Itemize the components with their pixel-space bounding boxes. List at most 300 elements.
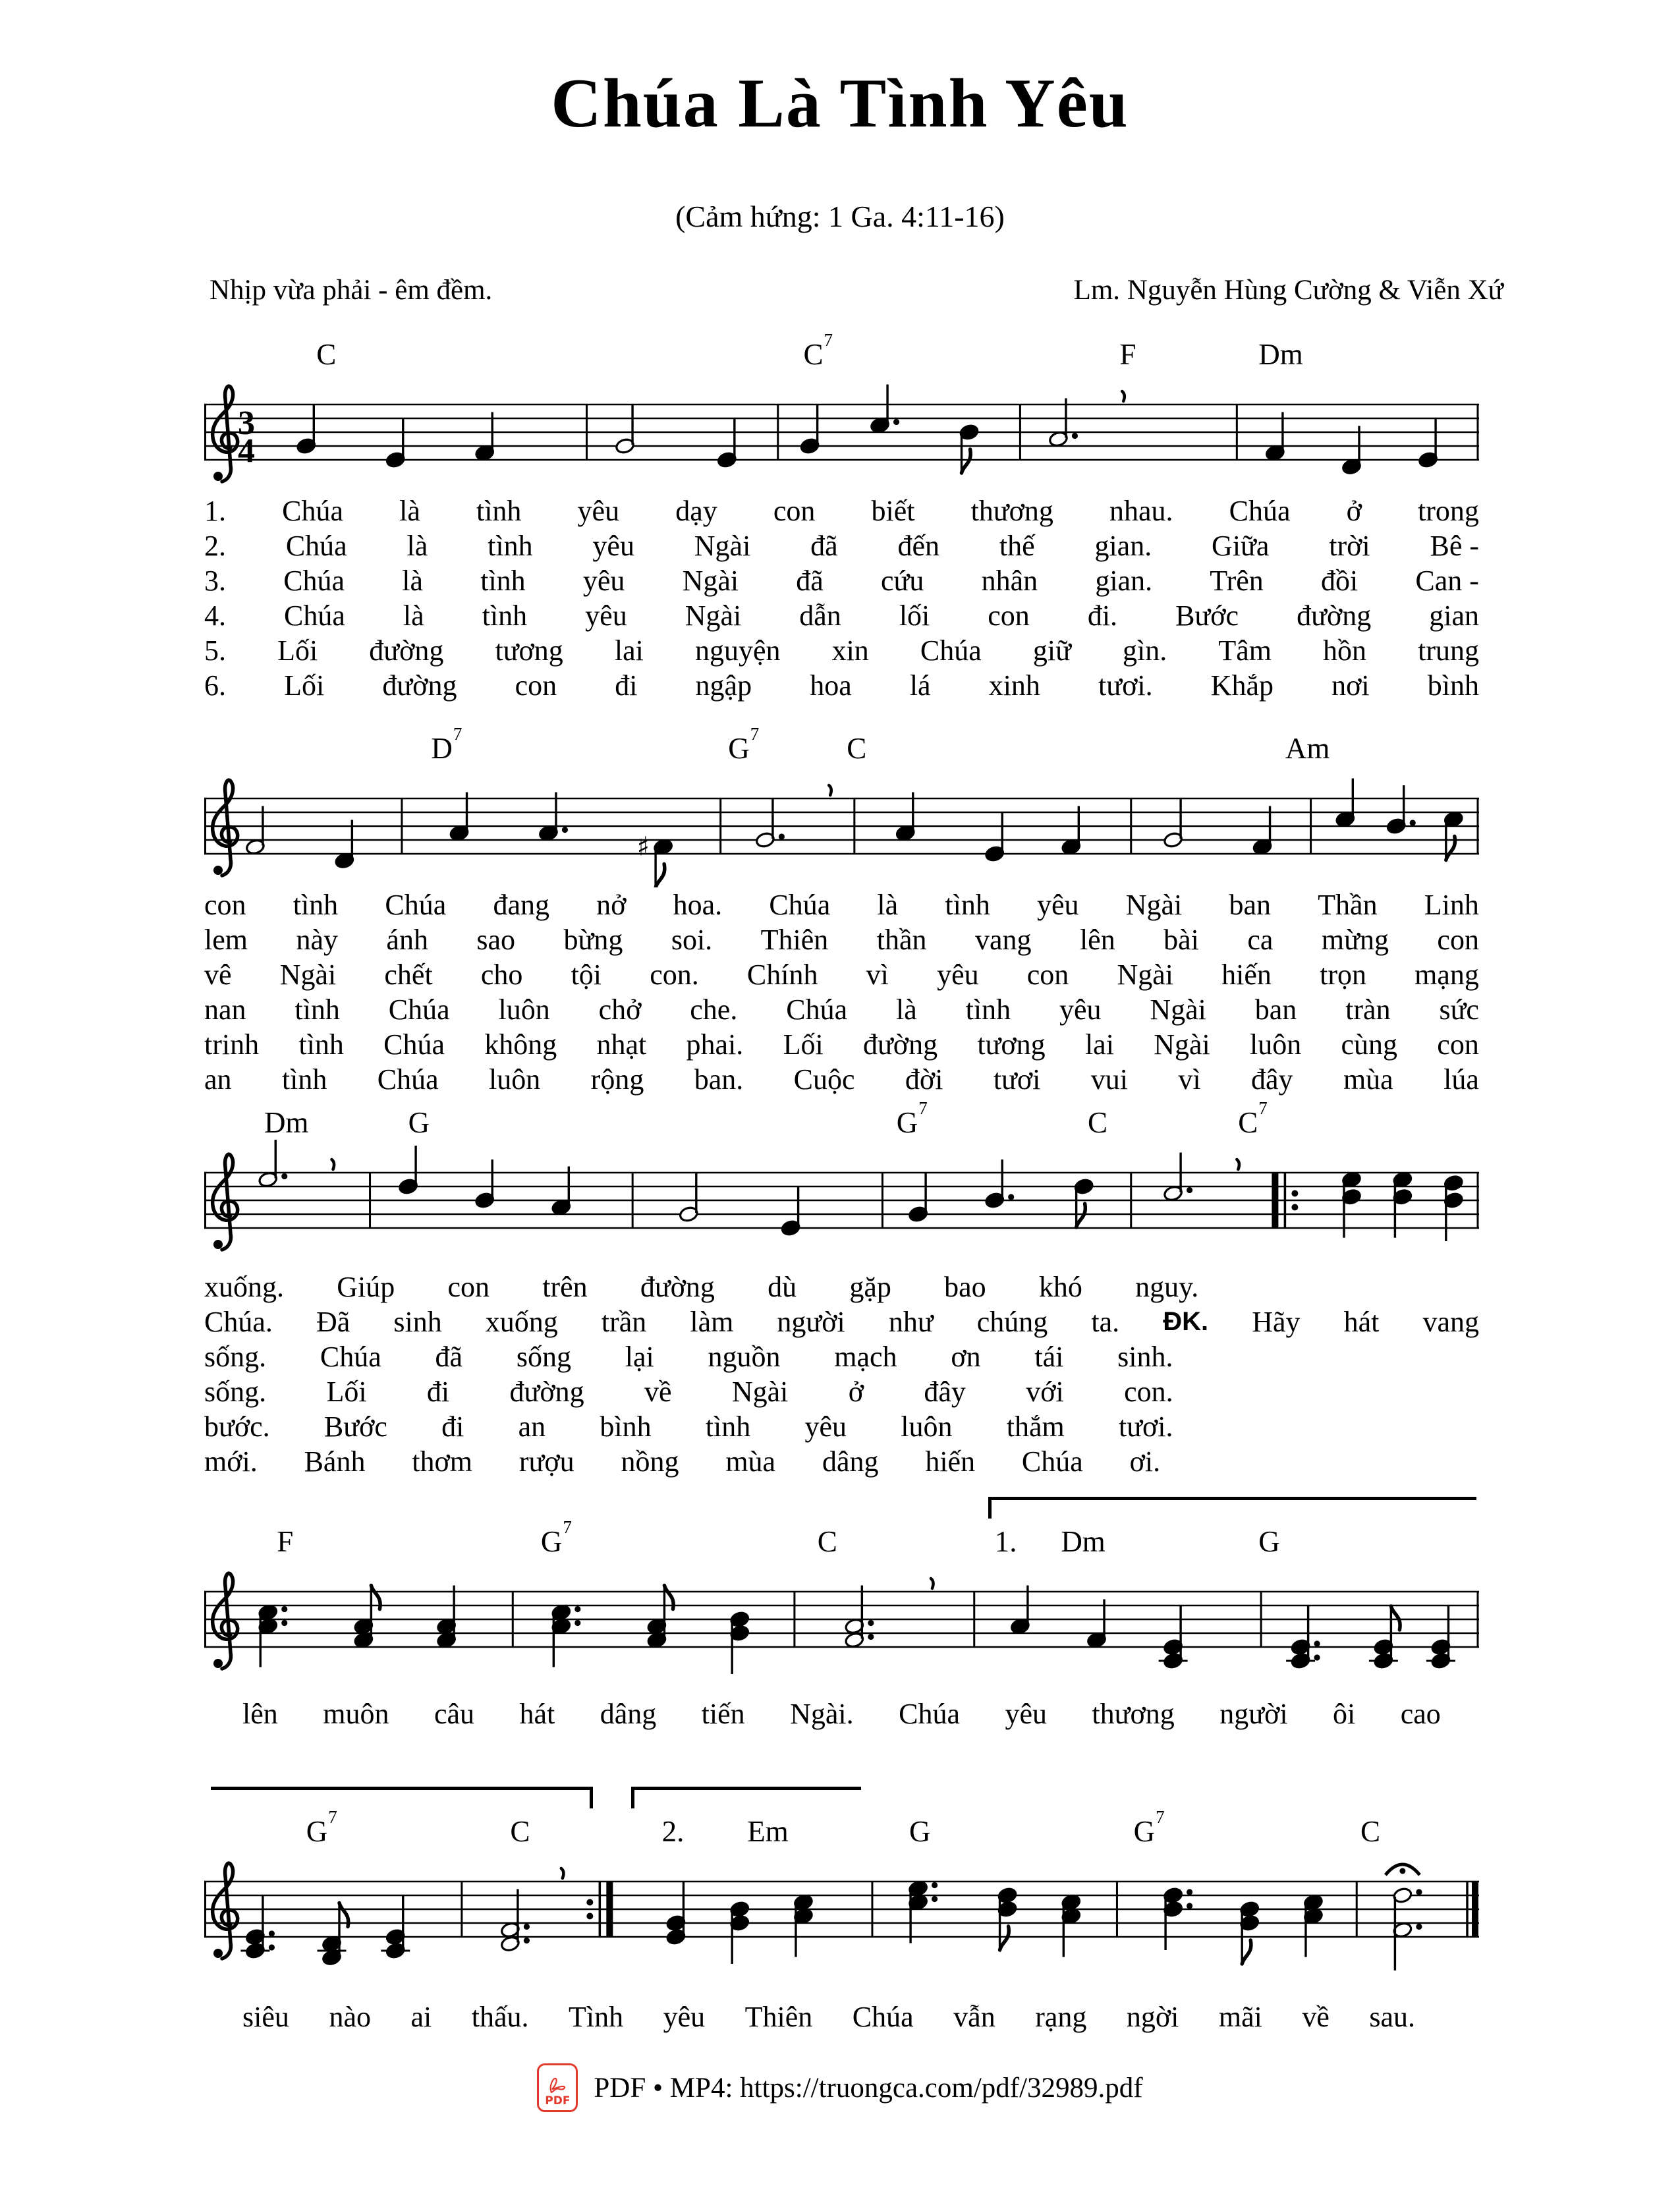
lyric-word: tình — [294, 993, 340, 1026]
lyric-word: sống. — [204, 1376, 267, 1408]
lyric-word: tình — [945, 889, 990, 921]
treble-clef-icon — [213, 1573, 238, 1669]
lyric-word: nồng — [621, 1445, 679, 1478]
lyric-word: sống. — [204, 1341, 267, 1373]
lyric-word: cùng — [1341, 1028, 1398, 1061]
lyric-word: đang — [493, 889, 549, 921]
lyric-word: tình — [293, 889, 339, 921]
lyric-word: đã — [435, 1341, 463, 1373]
lyric-word: Ngài. — [790, 1698, 854, 1730]
lyric-word: đường — [509, 1376, 584, 1408]
lyric-line — [204, 563, 1479, 598]
lyric-word: dẫn — [799, 600, 841, 632]
lyric-word: tình — [488, 530, 533, 562]
lyric-word: yêu — [804, 1410, 847, 1443]
lyric-word: Thiên — [744, 2001, 813, 2033]
chord-row — [204, 1098, 1479, 1140]
lyric-word: Linh — [1424, 889, 1479, 921]
lyric-word: Chúa — [283, 565, 345, 597]
lyric-word: con — [773, 495, 816, 527]
lyric-word: như — [888, 1306, 934, 1338]
lyric-word: tươi. — [1098, 669, 1153, 702]
lyric-word: đi — [615, 669, 638, 702]
lyric-word: Chúa — [383, 1028, 445, 1061]
lyric-word: về — [644, 1376, 672, 1408]
lyric-word: sống — [516, 1341, 571, 1373]
treble-clef-icon — [213, 1863, 238, 1959]
lyric-word: đến — [897, 530, 940, 562]
lyric-word: đây — [1251, 1063, 1293, 1096]
lyric-word: bình — [1427, 669, 1479, 702]
lyric-word: đường — [1297, 600, 1372, 632]
chord-row — [204, 723, 1479, 766]
lyric-word: 3. — [204, 565, 226, 597]
lyric-word: 1. — [204, 495, 226, 527]
chord-label: C — [316, 338, 337, 371]
chord-label: $G^7$ — [540, 1517, 572, 1558]
lyric-word: là — [406, 530, 428, 562]
lyric-word: phai. — [686, 1028, 744, 1061]
lyric-word: với — [1026, 1376, 1064, 1408]
chord-label: Dm — [264, 1106, 309, 1139]
lyric-word: sinh. — [1117, 1341, 1173, 1373]
lyric-word: xuống — [485, 1306, 558, 1338]
chord-label: Am — [1285, 732, 1330, 765]
lyric-word: trọn — [1320, 959, 1366, 991]
lyric-word: về — [1302, 2001, 1330, 2033]
lyric-word: đường — [640, 1271, 715, 1303]
lyrics-block — [204, 1696, 1479, 1731]
lyric-word: Hãy — [1252, 1306, 1301, 1338]
lyric-word: biết — [871, 495, 915, 527]
lyric-line — [204, 1409, 1173, 1444]
lyric-word: yêu — [1005, 1698, 1047, 1730]
lyric-word: đi — [426, 1376, 450, 1408]
footer — [0, 2063, 1680, 2112]
lyric-word: ánh — [386, 924, 428, 956]
volta-row — [204, 1787, 1479, 1812]
lyric-word: yêu — [592, 530, 634, 562]
lyric-word: lem — [204, 924, 248, 956]
lyric-line — [204, 493, 1479, 528]
lyric-line — [204, 1374, 1173, 1409]
lyric-word: tình — [965, 993, 1011, 1026]
lyric-word: yêu — [663, 2001, 706, 2033]
lyrics-block — [204, 493, 1479, 703]
chord-label: C — [847, 732, 867, 765]
lyric-word: lối — [899, 600, 930, 632]
lyric-line — [204, 1304, 1479, 1339]
lyric-word: trinh — [204, 1028, 260, 1061]
lyric-word: rượu — [518, 1445, 574, 1478]
lyric-word: nguồn — [708, 1341, 781, 1373]
lyric-word: con — [515, 669, 557, 702]
lyric-word: là — [399, 495, 420, 527]
lyric-word: ơi. — [1129, 1445, 1161, 1478]
lyric-word: Chúa — [769, 889, 831, 921]
lyric-word: khó — [1038, 1271, 1082, 1303]
lyric-word: ca — [1247, 924, 1274, 956]
lyric-word: Chúa — [282, 495, 343, 527]
lyric-word: xin — [831, 634, 869, 667]
lyric-word: xuống. — [204, 1271, 284, 1303]
system-5 — [204, 1787, 1479, 2034]
lyric-word: là — [877, 889, 899, 921]
lyric-word: hiến — [1221, 959, 1272, 991]
staff-system-2 — [204, 766, 1479, 887]
lyric-word: lai — [614, 634, 644, 667]
lyric-line — [204, 1339, 1173, 1374]
lyric-line — [204, 1027, 1479, 1062]
lyric-word: tình — [476, 495, 522, 527]
lyric-word: tình — [480, 565, 526, 597]
lyric-word: Thiên — [760, 924, 829, 956]
lyric-word: Cuộc — [793, 1063, 855, 1096]
lyric-word: ĐK. — [1163, 1307, 1209, 1336]
chord-label: F — [1119, 338, 1136, 371]
chord-row — [204, 329, 1479, 372]
lyric-word: che. — [690, 993, 738, 1026]
lyric-word: đường — [862, 1028, 938, 1061]
lyric-word: sức — [1439, 993, 1479, 1026]
lyric-word: ở — [848, 1376, 864, 1408]
lyric-word: Ngài — [279, 959, 337, 991]
lyric-word: gặp — [849, 1271, 891, 1303]
lyrics-block — [204, 1999, 1479, 2034]
lyric-word: ai — [410, 2001, 432, 2033]
lyric-word: ôi — [1333, 1698, 1356, 1730]
lyric-word: Chúa. — [204, 1306, 273, 1338]
lyric-word: trung — [1418, 634, 1479, 667]
lyric-word: nở — [596, 889, 627, 921]
lyric-word: mùa — [1343, 1063, 1393, 1096]
pdf-icon-label: PDF — [545, 2094, 571, 2107]
lyric-word: ta. — [1091, 1306, 1120, 1338]
lyric-word: trên — [542, 1271, 588, 1303]
lyric-word: 4. — [204, 600, 226, 632]
lyric-word: nhân — [981, 565, 1038, 597]
lyric-word: Lối — [277, 634, 318, 667]
lyric-word: Đã — [316, 1306, 350, 1338]
lyric-word: Ngài — [1117, 959, 1173, 991]
lyric-line — [204, 957, 1479, 992]
lyric-word: Chúa — [899, 1698, 960, 1730]
lyric-word: Giúp — [337, 1271, 395, 1303]
lyric-word: con — [204, 889, 246, 921]
volta-bracket — [988, 1497, 1476, 1519]
chord-label: Dm — [1258, 338, 1303, 371]
song-subtitle: (Cảm hứng: 1 Ga. 4:11-16) — [675, 200, 1005, 233]
lyric-word: soi. — [671, 924, 713, 956]
lyric-word: Chúa — [284, 600, 345, 632]
lyric-word: tươi. — [1118, 1410, 1173, 1443]
lyric-word: đồi — [1320, 565, 1358, 597]
lyric-word: vang — [974, 924, 1032, 956]
lyric-word: trần — [601, 1306, 647, 1338]
lyric-word: ban — [1229, 889, 1271, 921]
system-3 — [204, 1098, 1479, 1479]
treble-clef-icon — [213, 1154, 238, 1250]
lyric-word: đường — [369, 634, 444, 667]
lyric-word: dâng — [822, 1445, 879, 1478]
lyric-word: Ngài — [731, 1376, 789, 1408]
chord-label: C — [1087, 1106, 1107, 1139]
lyric-word: lá — [909, 669, 931, 702]
system-1 — [204, 329, 1479, 703]
lyric-word: yêu — [577, 495, 620, 527]
lyric-word: Chúa — [786, 993, 848, 1026]
lyric-word: xinh — [988, 669, 1040, 702]
lyric-word: Bánh — [304, 1445, 366, 1478]
lyric-word: Chúa — [1021, 1445, 1083, 1478]
lyric-word: trời — [1329, 530, 1370, 562]
lyric-word: Chúa — [320, 1341, 381, 1373]
lyric-word: chúng — [976, 1306, 1048, 1338]
lyric-word: yêu — [1037, 889, 1079, 921]
lyric-word: hát — [519, 1698, 555, 1730]
lyric-word: bừng — [563, 924, 623, 956]
lyric-word: nơi — [1331, 669, 1370, 702]
lyric-word: đời — [905, 1063, 943, 1096]
lyric-word: ban. — [694, 1063, 744, 1096]
lyric-word: không — [484, 1028, 557, 1061]
lyric-word: tình — [705, 1410, 751, 1443]
svg-text:4: 4 — [238, 432, 255, 470]
lyric-word: Tâm — [1218, 634, 1272, 667]
chord-label: C — [1360, 1815, 1381, 1848]
chord-label: $G^7$ — [1133, 1806, 1165, 1848]
lyric-word: Giữa — [1212, 530, 1270, 562]
chord-label: Em — [747, 1815, 789, 1848]
volta-bracket — [211, 1787, 594, 1808]
lyric-word: nguy. — [1135, 1271, 1199, 1303]
lyric-word: Ngài — [685, 600, 742, 632]
lyric-word: thấu. — [471, 2001, 529, 2033]
svg-text:3: 3 — [238, 405, 255, 442]
lyric-word: 6. — [204, 669, 226, 702]
lyric-word: tái — [1034, 1341, 1064, 1373]
lyric-word: Can - — [1415, 565, 1479, 597]
lyric-word: con. — [650, 959, 699, 991]
lyric-word: gian. — [1095, 565, 1153, 597]
composer-credit: Lm. Nguyễn Hùng Cường & Viễn Xứ — [1073, 275, 1503, 306]
lyric-word: chết — [384, 959, 433, 991]
lyric-word: Tình — [569, 2001, 624, 2033]
lyric-word: mạng — [1414, 959, 1479, 991]
lyric-word: sao — [476, 924, 516, 956]
lyric-word: 5. — [204, 634, 226, 667]
lyric-word: tội — [571, 959, 602, 991]
lyric-word: dạy — [675, 495, 717, 527]
lyric-word: dù — [768, 1271, 797, 1303]
lyric-word: dâng — [600, 1698, 657, 1730]
lyric-word: Chúa — [388, 993, 450, 1026]
lyrics-block — [204, 1270, 1479, 1479]
lyric-word: con — [1437, 924, 1479, 956]
lyric-word: Thần — [1318, 889, 1378, 921]
lyric-word: nguyện — [694, 634, 781, 667]
pdf-file-icon[interactable] — [537, 2063, 578, 2112]
pdf-squiggle-icon — [546, 2075, 569, 2095]
lyric-word: gìn. — [1123, 634, 1167, 667]
lyric-word: yêu — [937, 959, 979, 991]
lyric-word: yêu — [585, 600, 627, 632]
lyric-word: này — [296, 924, 338, 956]
lyric-word: lại — [625, 1341, 654, 1373]
lyric-word: Bước — [1175, 600, 1239, 632]
lyric-line — [204, 887, 1479, 922]
chord-label: G — [909, 1815, 931, 1848]
lyric-word: Chúa — [377, 1063, 439, 1096]
lyric-word: tiến — [701, 1698, 745, 1730]
lyrics-block — [204, 887, 1479, 1097]
download-link[interactable]: PDF • MP4: https://truongca.com/pdf/32989.pdf — [594, 2072, 1143, 2104]
lyric-line — [204, 528, 1479, 563]
chord-label: C — [817, 1525, 837, 1558]
lyric-word: là — [403, 600, 424, 632]
lyric-word: lên — [242, 1698, 278, 1730]
lyric-word: ngập — [695, 669, 752, 702]
lyric-word: mạch — [834, 1341, 897, 1373]
lyric-line — [204, 1062, 1479, 1097]
lyric-word: thương — [970, 495, 1053, 527]
staff-system-5 — [204, 1849, 1479, 1970]
lyric-word: Chính — [746, 959, 818, 991]
meta-row — [210, 274, 1503, 306]
lyric-word: luôn — [489, 1063, 541, 1096]
lyric-word: con — [988, 600, 1030, 632]
lyric-word: bình — [600, 1410, 652, 1443]
lyric-word: ban — [1254, 993, 1297, 1026]
lyric-word: làm — [690, 1306, 734, 1338]
chord-row — [204, 1806, 1479, 1849]
volta-number: 2. — [661, 1815, 685, 1848]
staff-system-3 — [204, 1140, 1479, 1262]
lyric-word: nhau. — [1109, 495, 1173, 527]
lyric-word: bài — [1163, 924, 1199, 956]
lyric-word: hiến — [925, 1445, 976, 1478]
lyric-word: tình — [298, 1028, 344, 1061]
tempo-marking: Nhịp vừa phải - êm đềm. — [210, 275, 493, 306]
chord-label: $G^7$ — [896, 1098, 928, 1139]
chord-label: $G^7$ — [306, 1806, 337, 1848]
lyric-word: mới. — [204, 1445, 258, 1478]
lyric-word: tình — [482, 600, 528, 632]
staff-system-1 — [204, 372, 1479, 493]
lyric-word: Chúa — [1229, 495, 1291, 527]
lyric-word: người — [1219, 1698, 1288, 1730]
lyric-line — [204, 633, 1479, 668]
lyric-word: Lối — [783, 1028, 824, 1061]
lyric-line — [204, 598, 1479, 633]
staff-system-4 — [204, 1559, 1479, 1681]
lyric-word: vê — [204, 959, 232, 991]
lyric-word: vang — [1422, 1306, 1479, 1338]
lyric-word: Ngài — [1125, 889, 1183, 921]
lyric-word: tương — [977, 1028, 1046, 1061]
lyric-word: là — [895, 993, 917, 1026]
system-2 — [204, 723, 1479, 1097]
lyric-word: yêu — [582, 565, 625, 597]
chord-label: F — [277, 1525, 294, 1558]
lyric-word: vui — [1090, 1063, 1129, 1096]
lyric-word: vì — [866, 959, 889, 991]
lyric-word: con — [447, 1271, 490, 1303]
volta-row — [204, 1497, 1479, 1522]
lyric-word: tương — [495, 634, 563, 667]
lyric-word: Ngài — [1150, 993, 1206, 1026]
treble-clef-icon — [213, 386, 238, 482]
lyric-word: Lối — [326, 1376, 367, 1408]
lyric-line — [204, 1270, 1198, 1304]
lyric-word: sinh — [393, 1306, 442, 1338]
lyric-word: thế — [999, 530, 1035, 562]
lyric-line — [204, 992, 1479, 1027]
lyric-word: ngời — [1126, 2001, 1179, 2033]
lyric-word: yêu — [1059, 993, 1102, 1026]
lyric-line — [242, 1999, 1415, 2034]
lyric-word: tràn — [1345, 993, 1391, 1026]
lyric-word: mãi — [1218, 2001, 1262, 2033]
lyric-word: Trên — [1210, 565, 1264, 597]
lyric-word: Bước — [323, 1410, 387, 1443]
lyric-word: thần — [876, 924, 927, 956]
treble-clef-icon — [213, 780, 238, 876]
lyric-word: cao — [1400, 1698, 1441, 1730]
lyric-word: hát — [1343, 1306, 1380, 1338]
lyric-word: đã — [810, 530, 838, 562]
lyric-word: luôn — [901, 1410, 953, 1443]
lyric-word: hoa. — [673, 889, 723, 921]
lyric-word: luôn — [498, 993, 550, 1026]
lyric-word: trong — [1418, 495, 1479, 527]
lyric-word: Chúa — [285, 530, 347, 562]
lyric-word: thương — [1092, 1698, 1175, 1730]
lyric-word: Bê - — [1430, 530, 1479, 562]
lyric-word: lên — [1079, 924, 1115, 956]
chord-label: $D^7$ — [431, 723, 462, 765]
lyric-word: Chúa — [852, 2001, 914, 2033]
chord-label: G — [408, 1106, 430, 1139]
lyric-word: Ngài — [682, 565, 739, 597]
svg-text:♯: ♯ — [636, 831, 650, 862]
lyric-word: cho — [480, 959, 523, 991]
lyric-word: nhạt — [596, 1028, 647, 1061]
lyric-word: lai — [1084, 1028, 1114, 1061]
chord-label: $G^7$ — [728, 723, 760, 765]
lyric-word: Khắp — [1210, 669, 1274, 702]
lyric-line — [204, 922, 1479, 957]
chord-label: G — [1258, 1525, 1280, 1558]
lyric-word: hồn — [1323, 634, 1367, 667]
lyric-word: vẫn — [953, 2001, 995, 2033]
lyric-word: luôn — [1250, 1028, 1302, 1061]
lyric-word: Ngài — [694, 530, 751, 562]
lyric-word: muôn — [323, 1698, 389, 1730]
lyric-word: là — [402, 565, 424, 597]
lyric-word: ở — [1346, 495, 1362, 527]
chord-label: C — [510, 1815, 530, 1848]
lyric-word: nan — [204, 993, 246, 1026]
lyric-word: con — [1026, 959, 1069, 991]
lyric-word: Chúa — [385, 889, 447, 921]
lyric-word: vì — [1178, 1063, 1201, 1096]
lyric-line — [204, 668, 1479, 703]
lyric-word: bao — [944, 1271, 986, 1303]
lyric-word: câu — [434, 1698, 475, 1730]
lyric-word: tươi — [993, 1063, 1041, 1096]
lyric-word: Chúa — [920, 634, 982, 667]
